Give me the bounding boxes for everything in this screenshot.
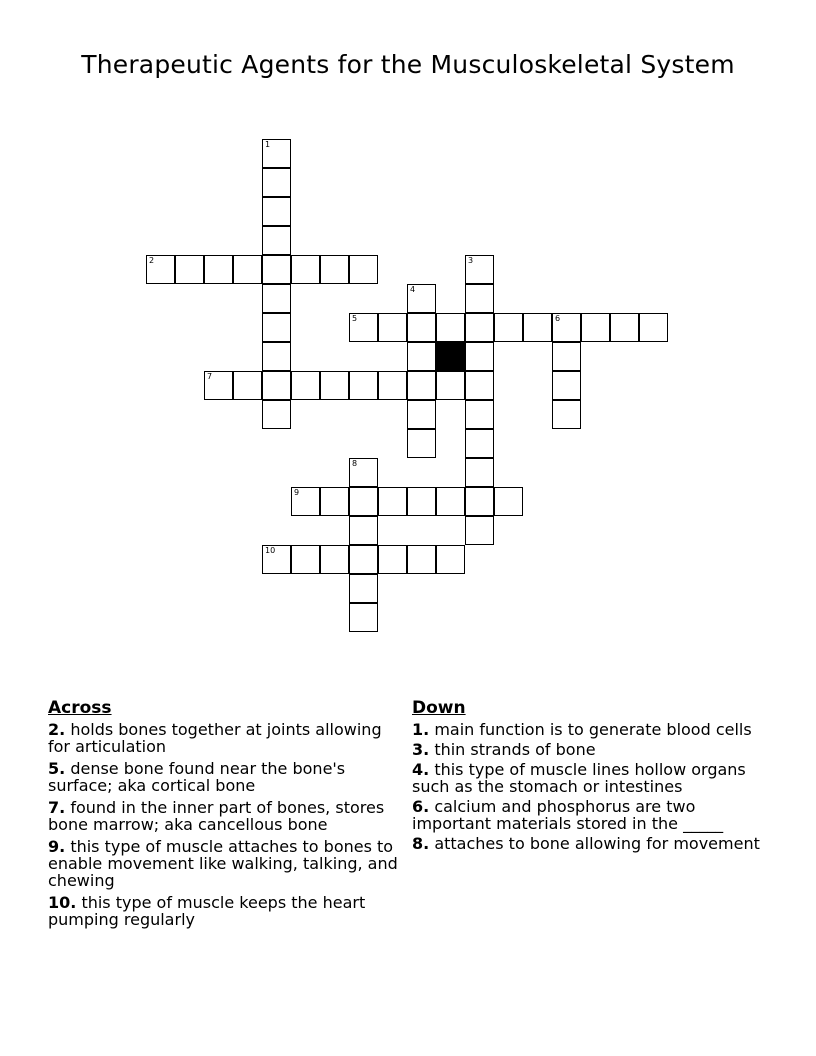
grid-cell[interactable] xyxy=(320,371,349,400)
cell-number: 1 xyxy=(265,140,271,149)
grid-cell[interactable] xyxy=(581,313,610,342)
clue-number: 4. xyxy=(412,760,430,779)
clue-text: main function is to generate blood cells xyxy=(434,720,752,739)
grid-cell[interactable] xyxy=(465,284,494,313)
clue-number: 5. xyxy=(48,759,66,778)
grid-cell[interactable] xyxy=(465,458,494,487)
grid-cell[interactable] xyxy=(291,371,320,400)
grid-cell[interactable] xyxy=(146,255,175,284)
grid-cell[interactable] xyxy=(349,516,378,545)
cell-number: 5 xyxy=(352,314,358,323)
clue-text: holds bones together at joints allowing for articulation xyxy=(48,720,382,756)
down-clue xyxy=(412,761,762,795)
grid-cell[interactable] xyxy=(407,545,436,574)
grid-cell[interactable] xyxy=(465,313,494,342)
grid-cell[interactable] xyxy=(175,255,204,284)
grid-cell[interactable] xyxy=(407,487,436,516)
grid-cell[interactable] xyxy=(552,342,581,371)
grid-cell[interactable] xyxy=(436,545,465,574)
grid-cell[interactable] xyxy=(320,255,349,284)
down-clue xyxy=(412,798,762,832)
grid-cell[interactable] xyxy=(349,371,378,400)
grid-cell[interactable] xyxy=(378,545,407,574)
clue-text: attaches to bone allowing for movement xyxy=(434,834,760,853)
grid-cell[interactable] xyxy=(262,168,291,197)
grid-cell[interactable] xyxy=(349,574,378,603)
clue-text: this type of muscle lines hollow organs such as the stomach or intestines xyxy=(412,760,746,796)
grid-cell[interactable] xyxy=(523,313,552,342)
grid-cell[interactable] xyxy=(465,400,494,429)
cell-number: 2 xyxy=(149,256,155,265)
across-clue xyxy=(48,721,398,755)
cell-number: 7 xyxy=(207,372,213,381)
clue-text: this type of muscle keeps the heart pumping regularly xyxy=(48,893,366,929)
grid-cell[interactable] xyxy=(407,429,436,458)
cell-number: 9 xyxy=(294,488,300,497)
across-heading: Across xyxy=(48,698,112,718)
grid-cell[interactable] xyxy=(465,342,494,371)
grid-cell[interactable] xyxy=(262,313,291,342)
across-clues xyxy=(48,700,398,933)
clue-number: 2. xyxy=(48,720,66,739)
across-clue xyxy=(48,799,398,833)
clue-number: 1. xyxy=(412,720,430,739)
grid-cell[interactable] xyxy=(552,371,581,400)
clue-text: dense bone found near the bone's surface; aka cortical bone xyxy=(48,759,346,795)
grid-cell[interactable] xyxy=(262,139,291,168)
grid-cell[interactable] xyxy=(494,313,523,342)
down-clue xyxy=(412,741,762,758)
down-clue xyxy=(412,721,762,738)
clue-text: calcium and phosphorus are two important materials stored in the _____ xyxy=(412,797,724,833)
grid-cell[interactable] xyxy=(262,342,291,371)
clue-text: thin strands of bone xyxy=(434,740,596,759)
grid-cell[interactable] xyxy=(349,255,378,284)
grid-cell[interactable] xyxy=(262,197,291,226)
grid-cell[interactable] xyxy=(639,313,668,342)
grid-cell[interactable] xyxy=(349,313,378,342)
grid-cell[interactable] xyxy=(407,313,436,342)
grid-cell[interactable] xyxy=(349,603,378,632)
grid-cell[interactable] xyxy=(552,313,581,342)
across-clue xyxy=(48,760,398,794)
grid-cell[interactable] xyxy=(349,458,378,487)
grid-cell[interactable] xyxy=(262,255,291,284)
page-title: Therapeutic Agents for the Musculoskeletal System xyxy=(81,50,735,79)
down-clues xyxy=(412,700,762,855)
grid-cell[interactable] xyxy=(552,400,581,429)
grid-cell[interactable] xyxy=(610,313,639,342)
shaded-cell xyxy=(436,342,465,371)
cell-number: 6 xyxy=(555,314,561,323)
cell-number: 10 xyxy=(265,546,276,555)
grid-cell[interactable] xyxy=(378,487,407,516)
clue-number: 6. xyxy=(412,797,430,816)
grid-cell[interactable] xyxy=(407,342,436,371)
down-clue xyxy=(412,835,762,852)
grid-cell[interactable] xyxy=(320,545,349,574)
cell-number: 8 xyxy=(352,459,358,468)
clue-text: this type of muscle attaches to bones to enable movement like walking, talking, and chewing xyxy=(48,837,398,890)
grid-cell[interactable] xyxy=(204,255,233,284)
grid-cell[interactable] xyxy=(349,487,378,516)
grid-cell[interactable] xyxy=(204,371,233,400)
grid-cell[interactable] xyxy=(320,487,349,516)
grid-cell[interactable] xyxy=(378,371,407,400)
cell-number: 4 xyxy=(410,285,416,294)
clue-number: 10. xyxy=(48,893,77,912)
grid-cell[interactable] xyxy=(262,371,291,400)
grid-cell[interactable] xyxy=(262,226,291,255)
across-clue xyxy=(48,894,398,928)
grid-cell[interactable] xyxy=(407,284,436,313)
grid-cell[interactable] xyxy=(436,313,465,342)
clue-number: 7. xyxy=(48,798,66,817)
grid-cell[interactable] xyxy=(465,371,494,400)
grid-cell[interactable] xyxy=(436,371,465,400)
grid-cell[interactable] xyxy=(378,313,407,342)
grid-cell[interactable] xyxy=(465,487,494,516)
grid-cell[interactable] xyxy=(494,487,523,516)
grid-cell[interactable] xyxy=(349,545,378,574)
grid-cell[interactable] xyxy=(291,255,320,284)
clue-number: 8. xyxy=(412,834,430,853)
clue-number: 9. xyxy=(48,837,66,856)
grid-cell[interactable] xyxy=(233,371,262,400)
across-clue xyxy=(48,838,398,889)
grid-cell[interactable] xyxy=(465,255,494,284)
grid-cell[interactable] xyxy=(436,487,465,516)
grid-cell[interactable] xyxy=(291,487,320,516)
grid-cell[interactable] xyxy=(407,371,436,400)
grid-cell[interactable] xyxy=(465,516,494,545)
grid-cell[interactable] xyxy=(465,429,494,458)
cell-number: 3 xyxy=(468,256,474,265)
grid-cell[interactable] xyxy=(291,545,320,574)
grid-cell[interactable] xyxy=(262,284,291,313)
grid-cell[interactable] xyxy=(262,545,291,574)
down-heading: Down xyxy=(412,698,466,718)
grid-cell[interactable] xyxy=(407,400,436,429)
clue-number: 3. xyxy=(412,740,430,759)
grid-cell[interactable] xyxy=(262,400,291,429)
grid-cell[interactable] xyxy=(233,255,262,284)
clue-text: found in the inner part of bones, stores bone marrow; aka cancellous bone xyxy=(48,798,385,834)
